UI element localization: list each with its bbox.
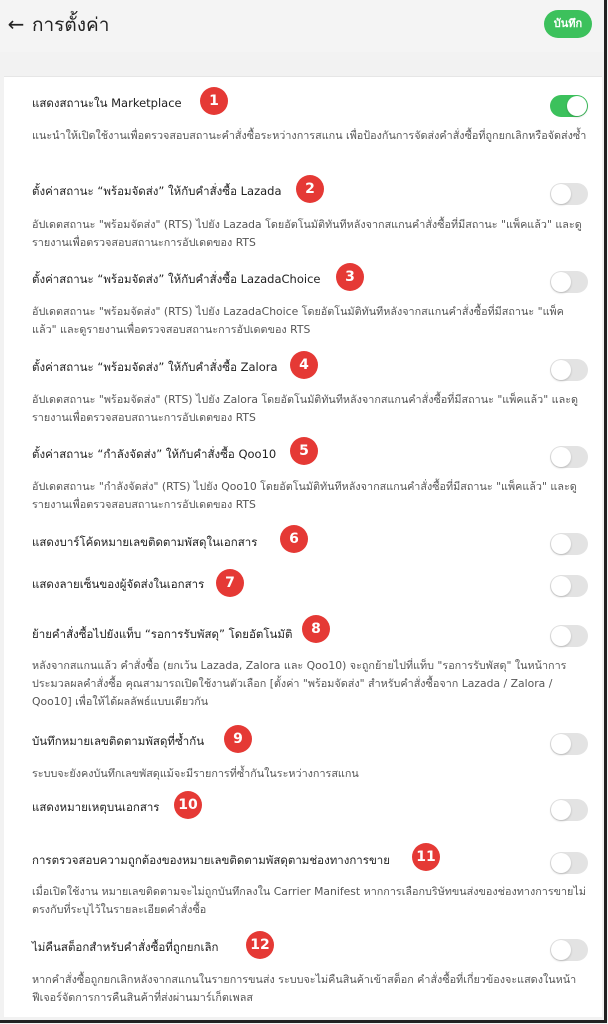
annotation-badge: 11	[412, 843, 440, 871]
tracking-validation-toggle[interactable]	[550, 852, 588, 874]
toggle-knob	[551, 800, 571, 820]
setting-description: อัปเดตสถานะ "พร้อมจัดส่ง" (RTS) ไปยัง LazadaChoice โดยอัตโนมัติทันทีหลังจากสแกนคำสั่งซื้อที่มีสถานะ "แพ็คแล้ว" และดูรายงานเพื่อตรวจสอบสถานะการอัปเดตของ RTS	[32, 305, 564, 336]
setting-title-barcode: แสดงบาร์โค้ดหมายเลขติดตามพัสดุในเอกสาร	[32, 535, 258, 549]
settings-panel	[4, 76, 602, 1017]
annotation-badge: 2	[296, 175, 324, 203]
annotation-badge: 4	[290, 351, 318, 379]
setting-title-no-restock: ไม่คืนสต็อกสำหรับคำสั่งซื้อที่ถูกยกเลิก	[32, 940, 219, 954]
qoo10-shipping-toggle[interactable]	[550, 446, 588, 468]
setting-description: อัปเดตสถานะ "กำลังจัดส่ง" (RTS) ไปยัง Qoo10 โดยอัตโนมัติทันทีหลังจากสแกนคำสั่งซื้อที่มีสถานะ "แพ็คแล้ว" และดูรายงานเพื่อตรวจสอบสถานะการอัปเดตของ RTS	[32, 480, 577, 511]
setting-description: อัปเดตสถานะ "พร้อมจัดส่ง" (RTS) ไปยัง Zalora โดยอัตโนมัติทันทีหลังจากสแกนคำสั่งซื้อที่มีสถานะ "แพ็คแล้ว" และดูรายงานเพื่อตรวจสอบสถานะการอัปเดตของ RTS	[32, 393, 579, 424]
annotation-badge: 3	[336, 263, 364, 291]
auto-move-toggle[interactable]	[550, 625, 588, 647]
toggle-knob	[551, 184, 571, 204]
toggle-knob	[551, 534, 571, 554]
setting-title-lazadachoice-rts: ตั้งค่าสถานะ “พร้อมจัดส่ง” ให้กับคำสั่งซื้อ LazadaChoice	[32, 272, 321, 286]
annotation-badge: 10	[174, 791, 202, 819]
setting-title-signature: แสดงลายเซ็นของผู้จัดส่งในเอกสาร	[32, 577, 205, 591]
back-arrow-icon[interactable]: ←	[7, 12, 25, 36]
toggle-knob	[551, 734, 571, 754]
annotation-badge: 9	[224, 725, 252, 753]
setting-title-marketplace-status: แสดงสถานะใน Marketplace	[32, 96, 182, 110]
duplicate-tracking-toggle[interactable]	[550, 733, 588, 755]
notes-toggle[interactable]	[550, 799, 588, 821]
setting-description: หลังจากสแกนแล้ว คำสั่งซื้อ (ยกเว้น Lazada, Zalora และ Qoo10) จะถูกย้ายไปที่แท็บ "รอการรับพัสดุ" ในหน้าการประมวลผลคำสั่งซื้อ คุณสามารถเปิดใช้งานตัวเลือก [ตั้งค่า "พร้อมจัดส่ง" สำหรับคำสั่งซื้อจาก Lazada / Zalora / Qoo10] เพื่อให้ได้ผลลัพธ์แบบเดียวกัน	[32, 659, 567, 708]
setting-title-qoo10-shipping: ตั้งค่าสถานะ “กำลังจัดส่ง” ให้กับคำสั่งซื้อ Qoo10	[32, 447, 277, 461]
annotation-badge: 7	[216, 569, 244, 597]
setting-title-duplicate-tracking: บันทึกหมายเลขติดตามพัสดุที่ซ้ำกัน	[32, 734, 205, 748]
toggle-knob	[551, 853, 571, 873]
header-bar	[0, 0, 604, 52]
toggle-knob	[567, 96, 587, 116]
annotation-badge: 6	[280, 525, 308, 553]
no-restock-toggle[interactable]	[550, 939, 588, 961]
toggle-knob	[551, 576, 571, 596]
setting-description: อัปเดตสถานะ "พร้อมจัดส่ง" (RTS) ไปยัง Lazada โดยอัตโนมัติทันทีหลังจากสแกนคำสั่งซื้อที่มีสถานะ "แพ็คแล้ว" และดูรายงานเพื่อตรวจสอบสถานะการอัปเดตของ RTS	[32, 218, 582, 249]
setting-description: แนะนำให้เปิดใช้งานเพื่อตรวจสอบสถานะคำสั่งซื้อระหว่างการสแกน เพื่อป้องกันการจัดส่งคำสั่งซื้อที่ถูกยกเลิกหรือจัดส่งซ้ำ	[32, 129, 587, 142]
lazadachoice-rts-toggle[interactable]	[550, 271, 588, 293]
barcode-toggle[interactable]	[550, 533, 588, 555]
zalora-rts-toggle[interactable]	[550, 359, 588, 381]
marketplace-status-toggle[interactable]	[550, 95, 588, 117]
setting-title-zalora-rts: ตั้งค่าสถานะ “พร้อมจัดส่ง” ให้กับคำสั่งซื้อ Zalora	[32, 360, 278, 374]
toggle-knob	[551, 447, 571, 467]
setting-title-auto-move: ย้ายคำสั่งซื้อไปยังแท็บ “รอการรับพัสดุ” โดยอัตโนมัติ	[32, 627, 293, 641]
annotation-badge: 12	[246, 931, 274, 959]
save-button[interactable]: บันทึก	[544, 10, 592, 38]
annotation-badge: 5	[290, 437, 318, 465]
toggle-knob	[551, 360, 571, 380]
annotation-badge: 1	[200, 87, 228, 115]
toggle-knob	[551, 626, 571, 646]
setting-description: เมื่อเปิดใช้งาน หมายเลขติดตามจะไม่ถูกบันทึกลงใน Carrier Manifest หากการเลือกบริษัทขนส่งของช่องทางการขายไม่ตรงกับที่ระบุไว้ในรายละเอียดคำสั่งซื้อ	[32, 885, 586, 916]
setting-description: หากคำสั่งซื้อถูกยกเลิกหลังจากสแกนในรายการขนส่ง ระบบจะไม่คืนสินค้าเข้าสต็อก คำสั่งซื้อที่เกี่ยวข้องจะแสดงในหน้าฟีเจอร์จัดการการคืนสินค้าที่ส่งผ่านมาร์เก็ตเพลส	[32, 973, 577, 1004]
page-title: การตั้งค่า	[32, 14, 110, 36]
setting-title-notes: แสดงหมายเหตุบนเอกสาร	[32, 800, 160, 814]
annotation-badge: 8	[302, 615, 330, 643]
toggle-knob	[551, 940, 571, 960]
setting-title-lazada-rts: ตั้งค่าสถานะ “พร้อมจัดส่ง” ให้กับคำสั่งซื้อ Lazada	[32, 184, 282, 198]
setting-title-tracking-validation: การตรวจสอบความถูกต้องของหมายเลขติดตามพัสดุตามช่องทางการขาย	[32, 853, 390, 867]
toggle-knob	[551, 272, 571, 292]
signature-toggle[interactable]	[550, 575, 588, 597]
setting-description: ระบบจะยังคงบันทึกเลขพัสดุแม้จะมีรายการที่ซ้ำกันในระหว่างการสแกน	[32, 767, 359, 780]
lazada-rts-toggle[interactable]	[550, 183, 588, 205]
